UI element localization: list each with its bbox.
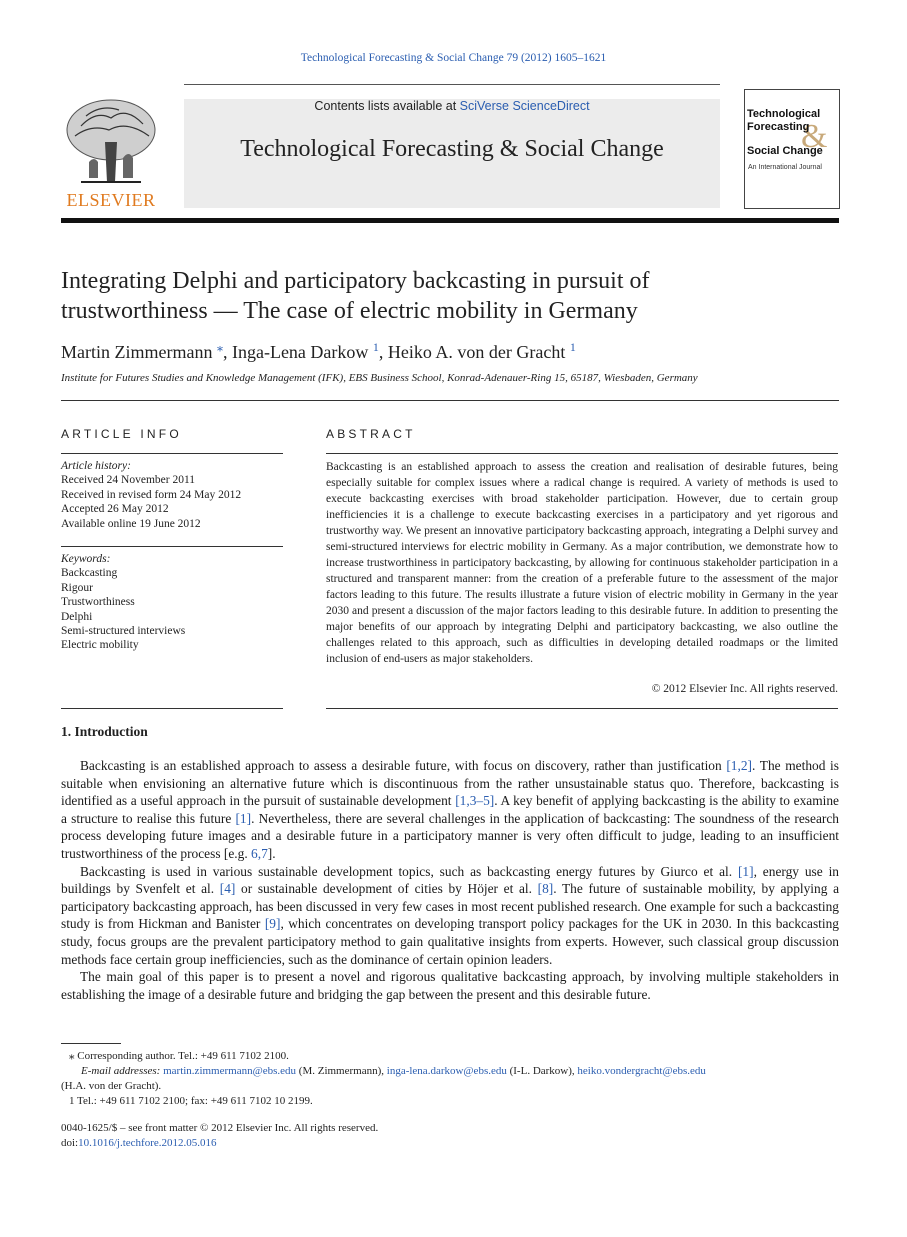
abstract-text: Backcasting is an established approach to assess the creation and realisation of desirable futures, being especially suitable for complex issues where a radical change is required. A variety of methods is used to execute backcasting exercises with broad stakeholder participation. However, due to certain group inefficiencies it is a challenge to execute backcasting exercises in a participatory and yet rigorous and trustworthy way. We present an innovative participatory backcasting approach, integrating a Delphi survey and semi-structured interviews for electric mobility in Germany. As a major contribution, we demonstrate how to increase trustworthiness in participatory backcasting, by allowing for continuous stakeholder participation in a structured and transparent manner: from the creation of a preferable future to the assessment of the major factors leading to this future. The results illustrate a future vision of electric mobility in Germany in the year 2030 and present a discussion of the major factors leading to this desirable future. In addition to presenting the major benefits of our approach by integrating Delphi and participatory backcasting, we also outline the challenges related to this approach, such as difficulties in developing detailed roadmaps or the limited inclusion of end-users as major stakeholders. bbox=[326, 461, 838, 665]
history-entry: Available online 19 June 2012 bbox=[61, 517, 201, 530]
abstract-bottom-rule bbox=[326, 708, 838, 709]
article-info-bottom-rule bbox=[61, 708, 283, 709]
email-link[interactable]: martin.zimmermann@ebs.edu bbox=[163, 1065, 297, 1077]
email-link[interactable]: heiko.vondergracht@ebs.edu bbox=[577, 1065, 706, 1077]
email-label: E-mail addresses: bbox=[81, 1065, 161, 1077]
cover-title-line: Technological bbox=[747, 108, 821, 120]
abstract-divider bbox=[326, 453, 838, 454]
header-thick-rule bbox=[61, 218, 839, 223]
body-paragraph bbox=[61, 968, 839, 1003]
elsevier-wordmark: ELSEVIER bbox=[66, 190, 156, 210]
author-affiliation: Institute for Futures Studies and Knowledge Management (IFK), EBS Business School, Konrad-Adenauer-Ring 15, 65187, Wiesbaden, Germany bbox=[61, 372, 698, 384]
keywords-label: Keywords: bbox=[61, 553, 111, 565]
history-label: Article history: bbox=[61, 460, 131, 472]
paragraph-text: . The method is suitable when envisioning an alternative future which is discontinuous from the rather unsustainable status quo. Therefore, backcasting is identified as a useful approach in the pursuit of sustainable development bbox=[61, 758, 839, 809]
keyword: Semi-structured interviews bbox=[61, 625, 186, 638]
keyword: Trustworthiness bbox=[61, 596, 135, 609]
history-entry: Received in revised form 24 May 2012 bbox=[61, 488, 242, 501]
keywords-divider bbox=[61, 546, 283, 547]
citation-link[interactable]: [1,3–5] bbox=[455, 793, 495, 809]
footnote-rule bbox=[61, 1043, 121, 1044]
footnote-corresponding: ⁎ Corresponding author. Tel.: +49 611 7102 2100. bbox=[69, 1050, 289, 1062]
footnote-emails bbox=[61, 1064, 839, 1079]
journal-reference[interactable]: Technological Forecasting & Social Change 79 (2012) 1605–1621 bbox=[300, 52, 607, 64]
citation-link[interactable]: [4] bbox=[219, 881, 236, 897]
author-list: Martin Zimmermann ⁎, Inga-Lena Darkow $^1$, Heiko A. von der Gracht $^1$ bbox=[61, 340, 576, 362]
article-title-line: trustworthiness — The case of electric mobility in Germany bbox=[61, 298, 638, 324]
article-info-divider bbox=[61, 453, 283, 454]
article-info-heading: ARTICLE INFO bbox=[61, 427, 182, 441]
keyword: Backcasting bbox=[61, 567, 118, 580]
contents-prefix: Contents lists available at bbox=[314, 99, 460, 113]
email-link[interactable]: inga-lena.darkow@ebs.edu bbox=[386, 1065, 507, 1077]
paragraph-text: . The future of sustainable mobility, by applying a participatory backcasting approach, has been discussed in very few cases in most recent published research. One example for such a backcasting study is from Hickman and Banister bbox=[61, 881, 840, 932]
keyword: Electric mobility bbox=[61, 639, 139, 652]
body-paragraph bbox=[61, 757, 839, 863]
article-history bbox=[61, 459, 283, 531]
footnote-1: 1 Tel.: +49 611 7102 2100; fax: +49 611 7102 10 2199. bbox=[69, 1095, 313, 1107]
citation-link[interactable]: [1] bbox=[737, 863, 754, 879]
author-footnote-mark[interactable]: 1 bbox=[569, 340, 576, 354]
paragraph-text: Backcasting is used in various sustainable development topics, such as backcasting energy futures by Giurco et al. bbox=[80, 863, 738, 879]
history-entry: Accepted 26 May 2012 bbox=[61, 503, 169, 516]
introduction-body bbox=[61, 757, 839, 1003]
email-owner: (M. Zimmermann), bbox=[296, 1065, 387, 1077]
email-owner: (I-L. Darkow), bbox=[506, 1065, 578, 1077]
section-heading-introduction: 1. Introduction bbox=[61, 724, 148, 739]
paragraph-text: ]. bbox=[267, 845, 276, 861]
keyword: Rigour bbox=[61, 581, 93, 594]
cover-subtitle: An International Journal bbox=[748, 164, 822, 171]
cover-ampersand-ornament: & bbox=[801, 118, 828, 155]
paragraph-text: or sustainable development of cities by Höjer et al. bbox=[235, 881, 538, 897]
cover-title-line: Forecasting bbox=[747, 120, 810, 133]
abstract-heading: ABSTRACT bbox=[326, 427, 416, 441]
paragraph-text: . A key benefit of applying backcasting is the ability to examine a structure to realise this future bbox=[61, 793, 839, 826]
author-name: Martin Zimmermann bbox=[61, 342, 213, 362]
author-footnote-mark[interactable]: 1 bbox=[372, 340, 379, 354]
author-name: Heiko A. von der Gracht bbox=[387, 342, 566, 362]
journal-cover-thumbnail[interactable] bbox=[744, 89, 840, 209]
cover-title-line: Social Change bbox=[747, 145, 823, 157]
paragraph-text: The main goal of this paper is to present a novel and rigorous qualitative backcasting approach, by involving multiple stakeholders in establishing the image of a desirable future and bridging the gap between the present and this desirable future. bbox=[61, 969, 839, 1002]
front-matter-line: 0040-1625/$ – see front matter © 2012 Elsevier Inc. All rights reserved. bbox=[61, 1122, 379, 1134]
citation-link[interactable]: [8] bbox=[537, 881, 554, 897]
body-paragraph bbox=[61, 863, 839, 969]
keyword: Delphi bbox=[61, 610, 93, 623]
paragraph-text: , which concentrates on developing transport policy packages for the UK in 2030. In this backcasting study, focus groups are the prevalent participatory method to gain qualitative insights from experts. However, such classical group discussion methods face certain group inefficiencies, such as the dominance of certain opinion leaders. bbox=[61, 916, 839, 967]
history-entry: Received 24 November 2011 bbox=[61, 474, 196, 487]
paragraph-text: Backcasting is an established approach to assess a desirable future, with focus on discovery, rather than justification bbox=[80, 758, 727, 773]
article-title-line: Integrating Delphi and participatory backcasting in pursuit of bbox=[61, 268, 650, 294]
doi-line bbox=[61, 1136, 378, 1151]
sciencedirect-link[interactable]: SciVerse ScienceDirect bbox=[459, 99, 590, 113]
doi-prefix: doi: bbox=[61, 1137, 79, 1149]
paragraph-text: . Nevertheless, there are several challenges in the application of backcasting: The soundness of the research process developing future images and a desirable future in a participatory manner is very often difficult to judge, leading to an insufficient trustworthiness of the process [e.g. bbox=[61, 810, 839, 861]
front-matter-info bbox=[61, 1121, 378, 1151]
footnotes bbox=[61, 1049, 839, 1109]
journal-title: Technological Forecasting & Social Change bbox=[240, 136, 664, 162]
header-divider bbox=[184, 84, 720, 85]
citation-link[interactable]: [9] bbox=[264, 916, 281, 932]
section-divider bbox=[61, 400, 839, 401]
cover-title bbox=[747, 108, 837, 158]
doi-link[interactable]: 10.1016/j.techfore.2012.05.016 bbox=[78, 1137, 217, 1149]
citation-link[interactable]: 6,7 bbox=[251, 845, 268, 861]
keywords-block bbox=[61, 552, 283, 653]
citation-link[interactable]: [1,2] bbox=[726, 758, 753, 773]
footnote-emails-tail: (H.A. von der Gracht). bbox=[61, 1080, 162, 1092]
citation-link[interactable]: [1] bbox=[235, 810, 252, 826]
article-title bbox=[61, 266, 821, 326]
author-name: Inga-Lena Darkow bbox=[231, 342, 369, 362]
paragraph-text: , energy use in buildings by Svenfelt et al. bbox=[61, 863, 839, 897]
abstract-copyright: © 2012 Elsevier Inc. All rights reserved. bbox=[651, 683, 838, 695]
author-footnote-mark[interactable]: ⁎ bbox=[216, 340, 223, 354]
contents-availability bbox=[184, 99, 720, 113]
